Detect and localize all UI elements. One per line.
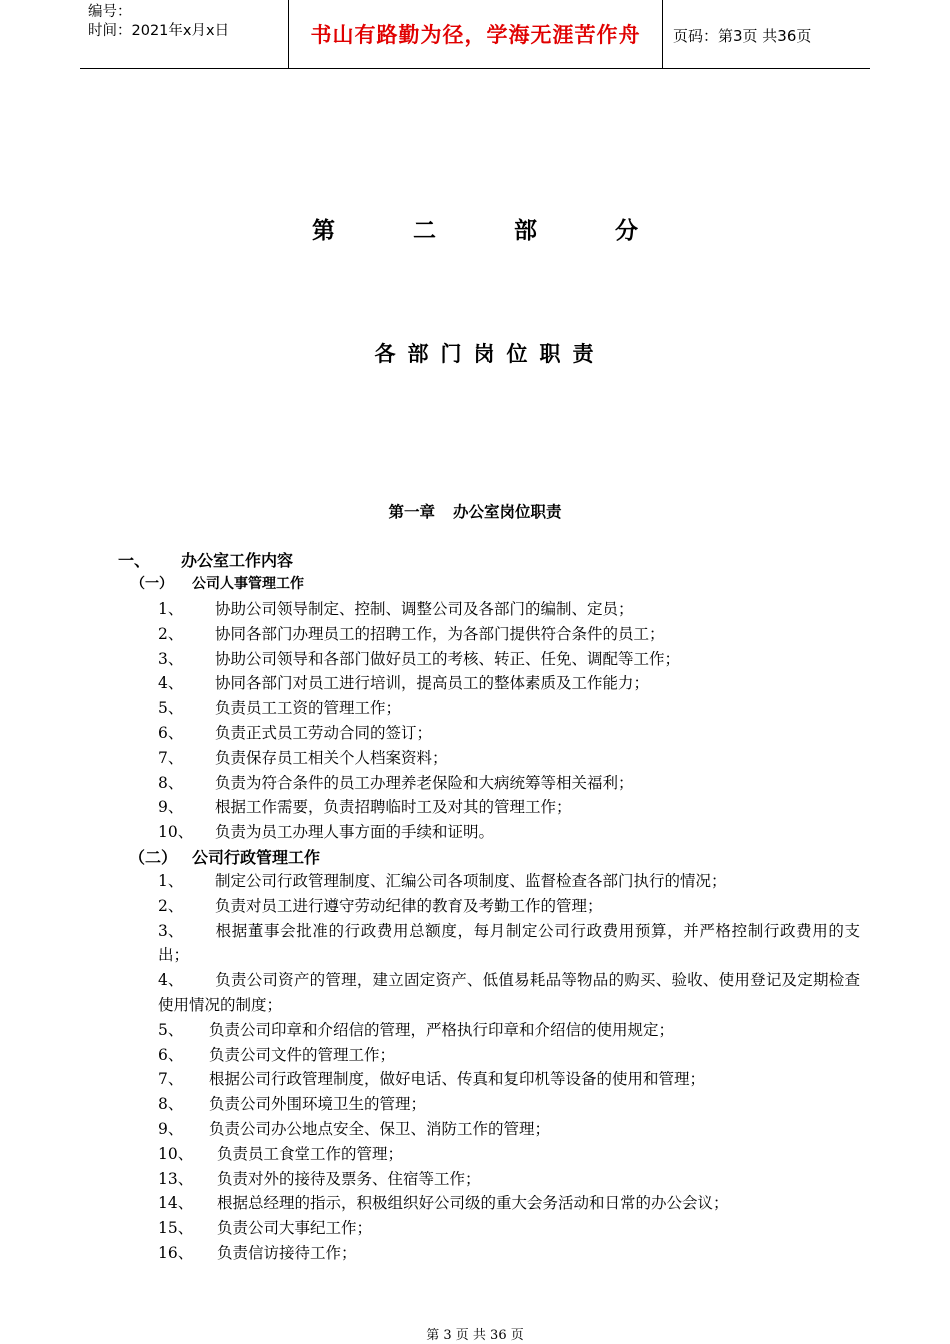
item-text: 根据公司行政管理制度，做好电话、传真和复印机等设备的使用和管理；	[209, 1070, 706, 1089]
page-header	[80, 0, 870, 69]
item-number: 7、	[158, 748, 184, 767]
header-motto-cell	[289, 0, 663, 68]
item-number: 1、	[158, 600, 184, 618]
section-heading	[0, 548, 950, 573]
personnel-duties-list	[0, 597, 950, 845]
list-item	[0, 1216, 950, 1241]
list-item	[0, 671, 950, 696]
part-title-char: 部	[514, 218, 537, 244]
part-title-char: 第	[312, 218, 335, 244]
item-text: 负责员工工资的管理工作；	[215, 699, 402, 718]
item-number: 3、	[158, 921, 184, 940]
item-number: 8、	[158, 773, 184, 792]
subsection-number: （一）	[131, 576, 173, 592]
item-text: 根据工作需要，负责招聘临时工及对其的管理工作；	[215, 798, 572, 817]
item-number: 9、	[158, 798, 184, 817]
subsection-title: 公司行政管理工作	[192, 847, 321, 867]
item-number: 3、	[158, 649, 184, 668]
list-item	[0, 696, 950, 721]
item-text: 负责对外的接待及票务、住宿等工作；	[217, 1169, 481, 1188]
list-item	[158, 968, 860, 1018]
item-text: 负责为符合条件的员工办理养老保险和大病统筹等相关福利；	[215, 773, 634, 792]
item-text: 协同各部门对员工进行培训，提高员工的整体素质及工作能力；	[215, 674, 650, 693]
item-text: 负责公司印章和介绍信的管理，严格执行印章和介绍信的使用规定；	[209, 1020, 675, 1039]
page-info: 页码：第3页 共36页	[673, 26, 812, 45]
list-item	[0, 721, 950, 746]
item-text: 协助公司领导制定、控制、调整公司及各部门的编制、定员；	[215, 600, 634, 618]
list-item	[0, 869, 950, 894]
item-text: 负责正式员工劳动合同的签订；	[215, 723, 433, 742]
document-body	[0, 548, 950, 1266]
header-page-info-cell	[663, 0, 870, 68]
admin-duties-list-tail	[0, 1142, 950, 1266]
item-text: 负责对员工进行遵守劳动纪律的教育及考勤工作的管理；	[215, 896, 603, 915]
item-text: 根据总经理的指示，积极组织好公司级的重大会务活动和日常的办公会议；	[217, 1194, 729, 1213]
list-item	[0, 746, 950, 771]
part-title-char: 分	[615, 218, 638, 244]
item-text: 负责保存员工相关个人档案资料；	[215, 748, 448, 767]
item-number: 7、	[158, 1070, 184, 1089]
chapter-title: 办公室岗位职责	[453, 502, 562, 521]
item-number: 5、	[158, 699, 184, 718]
item-text: 根据董事会批准的行政费用总额度，每月制定公司行政费用预算，并严格控制行政费用的支出；	[158, 921, 860, 965]
item-number: 13、	[158, 1169, 194, 1188]
item-number: 8、	[158, 1095, 184, 1114]
subsection-heading	[0, 573, 950, 597]
item-number: 10、	[158, 1144, 194, 1163]
list-item	[0, 1018, 950, 1043]
item-number: 15、	[158, 1219, 194, 1238]
item-number: 10、	[158, 823, 194, 842]
part-title	[0, 212, 950, 245]
list-item	[0, 1092, 950, 1117]
page-footer: 第 3 页 共 36 页	[426, 1328, 524, 1343]
item-number: 14、	[158, 1194, 194, 1213]
item-text: 协助公司领导和各部门做好员工的考核、转正、任免、调配等工作；	[215, 649, 681, 668]
item-number: 16、	[158, 1243, 194, 1262]
section-title: 各部门岗位职责	[374, 342, 606, 366]
item-number: 4、	[158, 674, 184, 693]
item-number: 5、	[158, 1020, 184, 1039]
list-item	[0, 771, 950, 796]
list-item	[0, 647, 950, 672]
list-item	[0, 597, 950, 622]
chapter-heading	[0, 500, 950, 522]
item-text: 制定公司行政管理制度、汇编公司各项制度、监督检查各部门执行的情况；	[215, 871, 727, 890]
list-item	[0, 1191, 950, 1216]
time-label: 时间：2021年x月x日	[88, 23, 230, 39]
motto: 书山有路勤为径，学海无涯苦作舟	[310, 23, 641, 47]
section-number: 一、	[118, 551, 151, 570]
item-text: 负责信访接待工作；	[217, 1243, 357, 1262]
item-number: 2、	[158, 624, 184, 643]
item-text: 协同各部门办理员工的招聘工作，为各部门提供符合条件的员工；	[215, 624, 665, 643]
item-number: 9、	[158, 1119, 184, 1138]
list-item	[0, 622, 950, 647]
header-meta	[80, 0, 289, 68]
item-number: 1、	[158, 871, 184, 890]
list-item	[0, 894, 950, 919]
subsection-number: （二）	[129, 847, 178, 867]
item-text: 负责为员工办理人事方面的手续和证明。	[215, 823, 495, 842]
item-number: 6、	[158, 723, 184, 742]
list-item	[0, 1067, 950, 1092]
admin-duties-wrapped-list	[0, 919, 950, 1018]
list-item	[158, 919, 860, 969]
list-item	[0, 1043, 950, 1068]
item-number: 4、	[158, 971, 184, 990]
item-number: 6、	[158, 1045, 184, 1064]
list-item	[0, 1241, 950, 1266]
item-text: 负责公司资产的管理，建立固定资产、低值易耗品等物品的购买、验收、使用登记及定期检查使用情况的制度；	[158, 971, 860, 1014]
subsection-title: 公司人事管理工作	[192, 576, 304, 592]
item-text: 负责员工食堂工作的管理；	[217, 1144, 404, 1163]
admin-duties-list	[0, 869, 950, 919]
chapter-number: 第一章	[388, 502, 435, 521]
list-item	[0, 1167, 950, 1192]
item-number: 2、	[158, 896, 184, 915]
list-item	[0, 795, 950, 820]
item-text: 负责公司大事纪工作；	[217, 1219, 373, 1238]
part-title-char: 二	[413, 218, 436, 244]
serial-label: 编号：	[88, 4, 132, 20]
section-heading-title: 办公室工作内容	[181, 551, 294, 570]
item-text: 负责公司外围环境卫生的管理；	[209, 1095, 427, 1114]
list-item	[0, 1142, 950, 1167]
list-item	[0, 820, 950, 845]
admin-duties-list-continued	[0, 1018, 950, 1142]
subsection-heading	[0, 845, 950, 869]
list-item	[0, 1117, 950, 1142]
item-text: 负责公司文件的管理工作；	[209, 1045, 396, 1064]
item-text: 负责公司办公地点安全、保卫、消防工作的管理；	[209, 1119, 551, 1138]
